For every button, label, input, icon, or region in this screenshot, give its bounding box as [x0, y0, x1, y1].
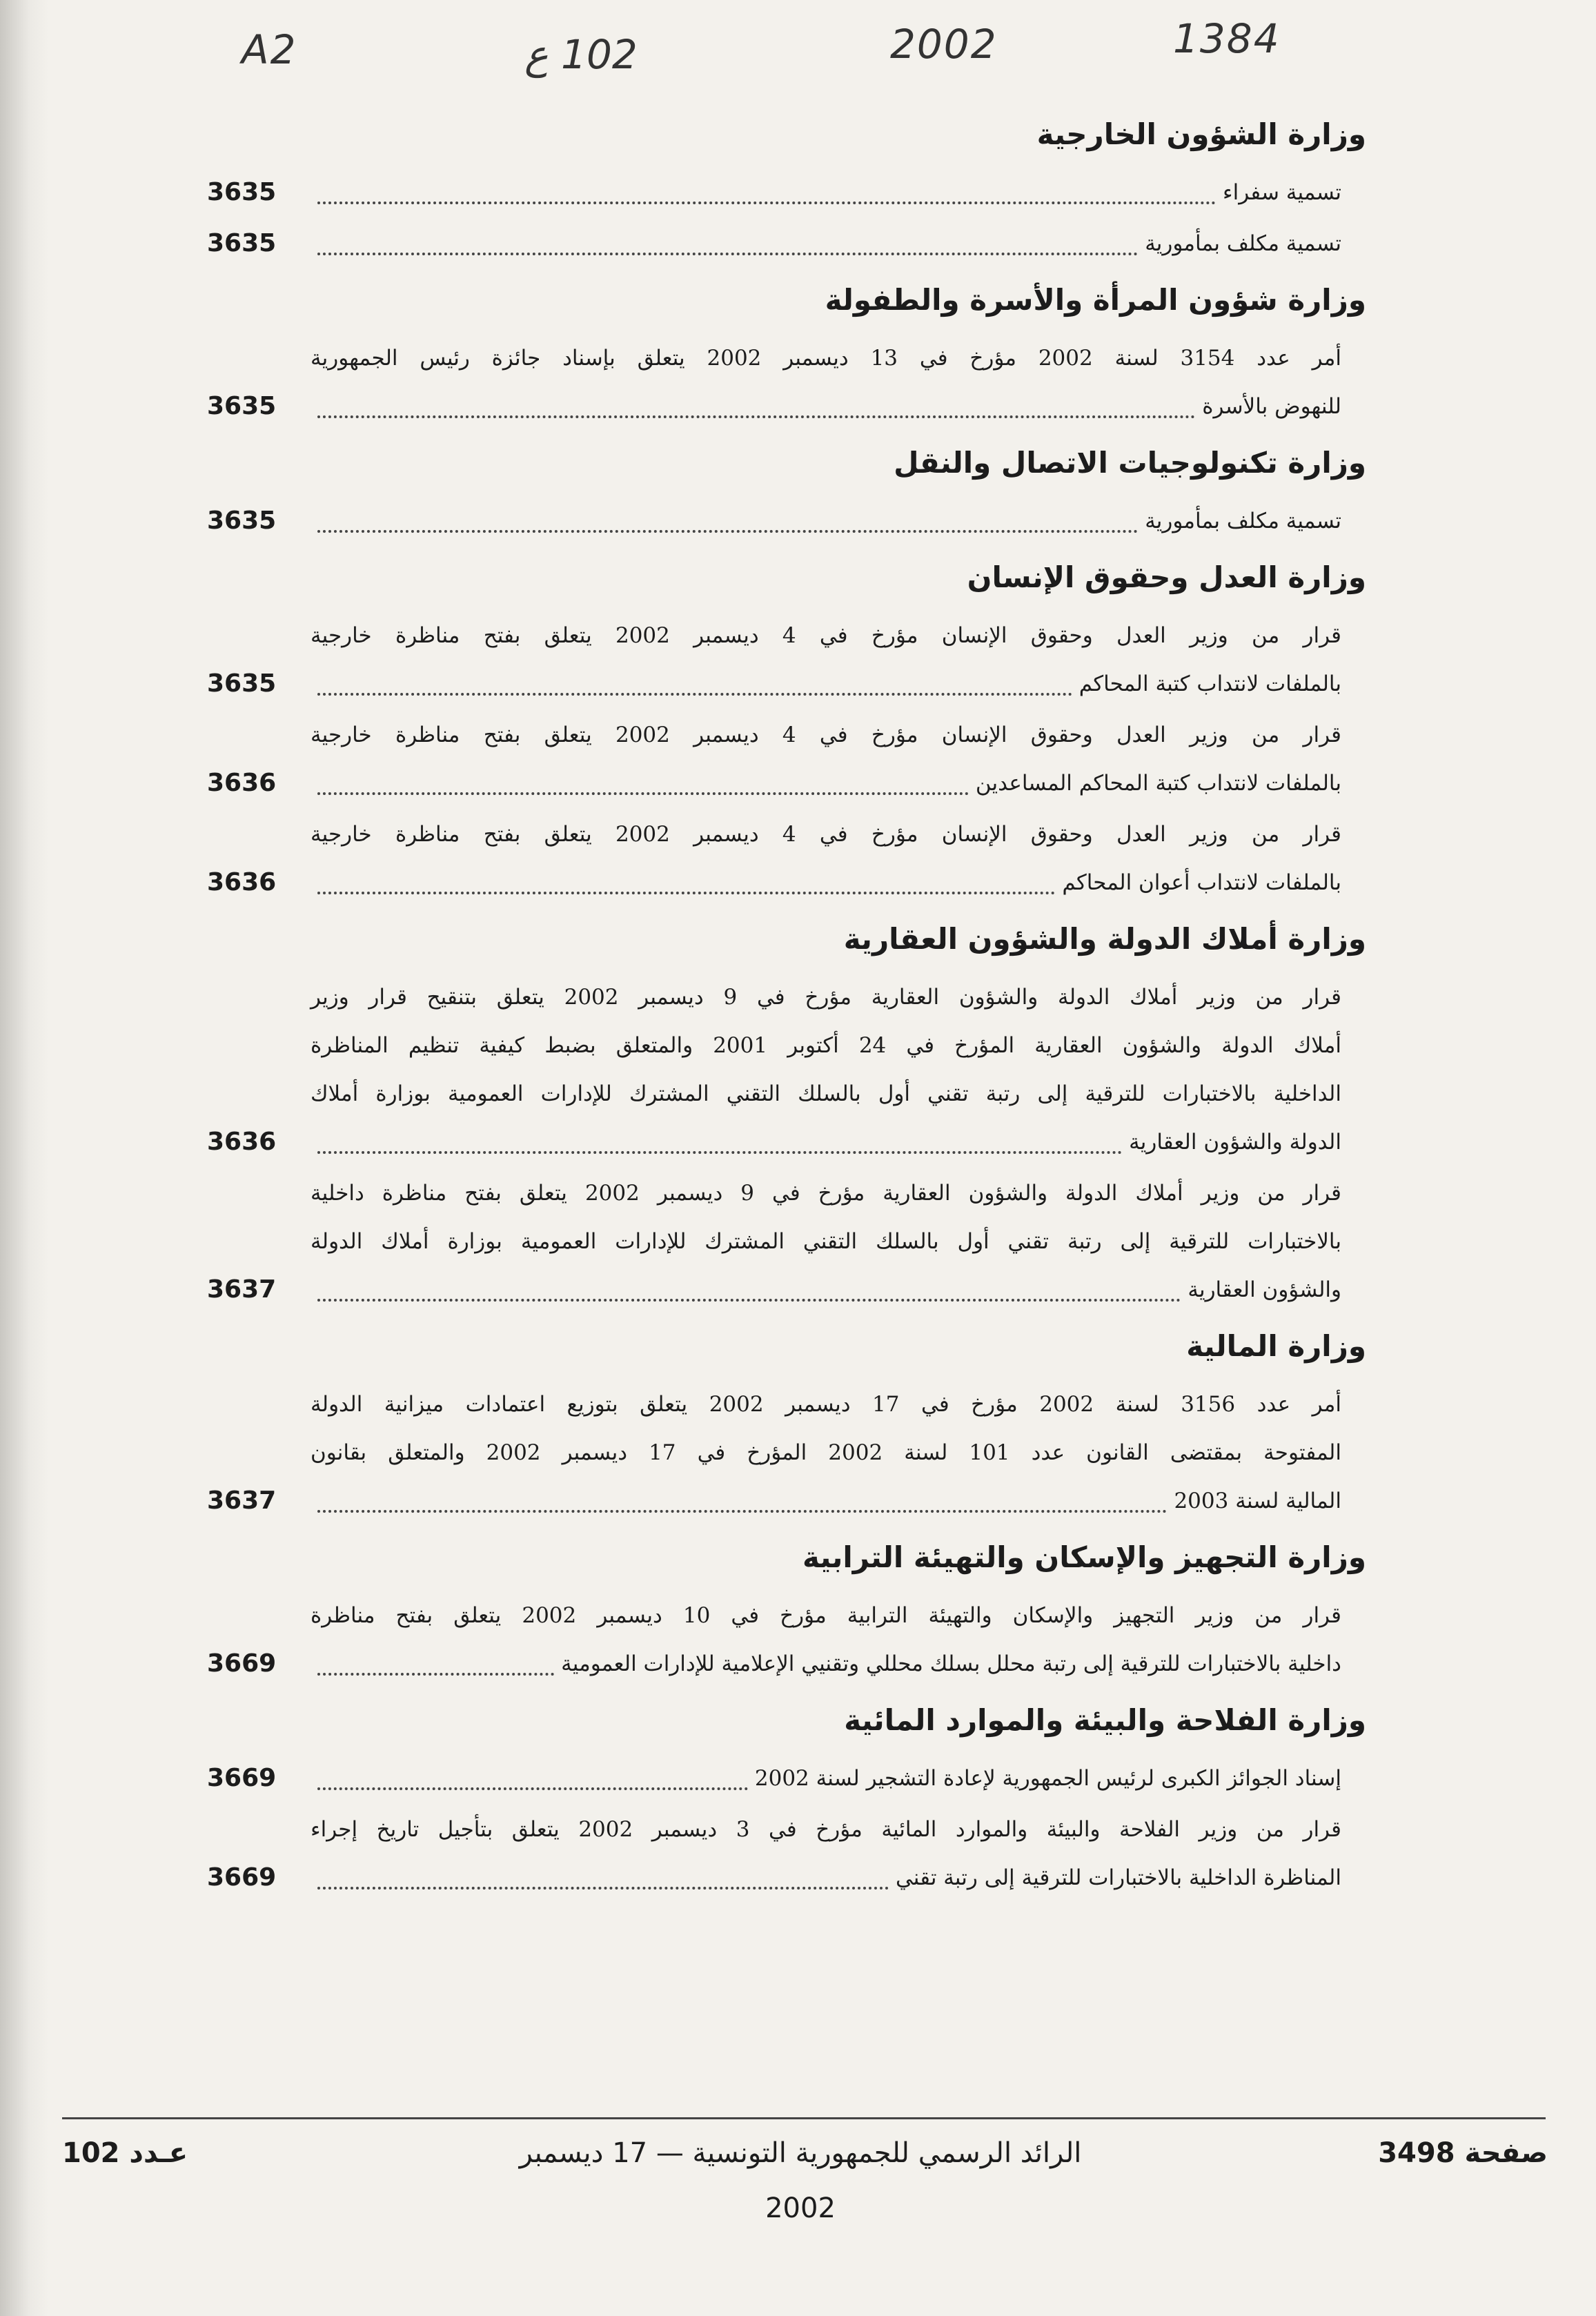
entry-page-number: 3669 — [207, 1764, 277, 1792]
entry-text-line: الداخلية بالاختبارات للترقية إلى رتبة تقني أول بالسلك التقني المشترك للإدارات العمومية بوزارة أملاك — [311, 1081, 1341, 1106]
dot-leader — [317, 1151, 1122, 1154]
toc-entry — [207, 973, 1366, 1166]
entry-text-line: الدولة والشؤون العقارية — [1129, 1130, 1341, 1155]
dot-leader — [317, 415, 1195, 418]
dot-leader — [317, 693, 1072, 696]
section-heading: وزارة الشؤون الخارجية — [1036, 117, 1366, 151]
toc-section — [207, 1322, 1366, 1525]
toc-entry — [207, 810, 1366, 907]
handwritten-annotation-left: A2 — [242, 26, 297, 73]
entry-text-line: أملاك الدولة والشؤون العقارية المؤرخ في 24 أكتوبر 2001 والمتعلق بضبط كيفية تنظيم المناظرة — [311, 1033, 1341, 1058]
entry-page-number: 3635 — [207, 507, 277, 535]
footer-journal-title: الرائد الرسمي للجمهورية التونسية — 17 ديسمبر 2002 — [519, 2137, 1082, 2224]
entry-text-line: قرار من وزير العدل وحقوق الإنسان مؤرخ في 4 ديسمبر 2002 يتعلق بفتح مناظرة خارجية — [311, 822, 1341, 847]
footer-rule — [62, 2117, 1546, 2119]
entry-text-line: بالملفات لانتداب أعوان المحاكم — [1062, 870, 1341, 895]
handwritten-annotation-number: 1384 — [1173, 15, 1281, 62]
entry-text-line: قرار من وزير التجهيز والإسكان والتهيئة الترابية مؤرخ في 10 ديسمبر 2002 يتعلق بفتح مناظرة — [311, 1603, 1341, 1628]
entry-text-line: قرار من وزير أملاك الدولة والشؤون العقارية مؤرخ في 9 ديسمبر 2002 يتعلق بفتح مناظرة داخلية — [311, 1181, 1341, 1206]
dot-leader — [317, 530, 1138, 533]
footer-issue-number: عـدد 102 — [62, 2137, 188, 2169]
toc-entry — [207, 497, 1366, 545]
toc-section — [207, 110, 1366, 268]
toc-entry — [207, 1380, 1366, 1525]
entry-page-number: 3636 — [207, 868, 277, 896]
entry-page-number: 3635 — [207, 178, 277, 206]
entry-text-line: المالية لسنة 2003 — [1174, 1489, 1341, 1513]
handwritten-annotation-issue: 102 ع — [524, 31, 638, 78]
toc-section — [207, 1533, 1366, 1688]
toc-section — [207, 1696, 1366, 1902]
entry-text-line: والشؤون العقارية — [1188, 1277, 1341, 1302]
dot-leader — [317, 1299, 1181, 1302]
entry-text-line: تسمية مكلف بمأمورية — [1145, 509, 1341, 533]
toc-entry — [207, 219, 1366, 268]
entry-text-line: أمر عدد 3154 لسنة 2002 مؤرخ في 13 ديسمبر 2002 يتعلق بإسناد جائزة رئيس الجمهورية — [311, 346, 1341, 371]
entry-text-line: للنهوض بالأسرة — [1202, 394, 1341, 419]
entry-text-line: قرار من وزير العدل وحقوق الإنسان مؤرخ في 4 ديسمبر 2002 يتعلق بفتح مناظرة خارجية — [311, 723, 1341, 747]
entry-text-line: بالملفات لانتداب كتبة المحاكم المساعدين — [975, 771, 1341, 796]
entry-page-number: 3669 — [207, 1863, 277, 1892]
section-heading: وزارة المالية — [1186, 1329, 1366, 1363]
entry-text-line: قرار من وزير أملاك الدولة والشؤون العقارية مؤرخ في 9 ديسمبر 2002 يتعلق بتنقيح قرار وزير — [311, 985, 1341, 1010]
entry-text-line: بالملفات لانتداب كتبة المحاكم — [1078, 671, 1341, 696]
section-heading: وزارة التجهيز والإسكان والتهيئة الترابية — [802, 1540, 1366, 1574]
entry-text-line: إسناد الجوائز الكبرى لرئيس الجمهورية لإعادة التشجير لسنة 2002 — [754, 1766, 1341, 1791]
dot-leader — [317, 892, 1055, 894]
handwritten-annotation-year: 2002 — [890, 21, 998, 68]
entry-page-number: 3637 — [207, 1486, 277, 1515]
entry-text-line: المفتوحة بمقتضى القانون عدد 101 لسنة 2002 المؤرخ في 17 ديسمبر 2002 والمتعلق بقانون — [311, 1440, 1341, 1465]
entry-text-line: قرار من وزير الفلاحة والبيئة والموارد المائية مؤرخ في 3 ديسمبر 2002 يتعلق بتأجيل تاريخ إجراء — [311, 1817, 1341, 1842]
dot-leader — [317, 1673, 554, 1676]
footer-page-label: صفحة 3498 — [1378, 2137, 1548, 2169]
section-heading: وزارة تكنولوجيات الاتصال والنقل — [894, 446, 1366, 480]
page-edge-shadow — [0, 0, 48, 2316]
toc-section — [207, 276, 1366, 431]
section-heading: وزارة أملاك الدولة والشؤون العقارية — [843, 922, 1366, 956]
entry-page-number: 3637 — [207, 1275, 277, 1304]
dot-leader — [317, 1510, 1167, 1513]
entry-text-line: قرار من وزير العدل وحقوق الإنسان مؤرخ في 4 ديسمبر 2002 يتعلق بفتح مناظرة خارجية — [311, 623, 1341, 648]
entry-text-line: تسمية مكلف بمأمورية — [1145, 231, 1341, 256]
entry-page-number: 3636 — [207, 769, 277, 797]
entry-page-number: 3635 — [207, 392, 277, 420]
entry-page-number: 3636 — [207, 1128, 277, 1156]
toc-entry — [207, 1169, 1366, 1314]
section-heading: وزارة العدل وحقوق الإنسان — [967, 560, 1366, 594]
dot-leader — [317, 1787, 748, 1790]
dot-leader — [317, 202, 1216, 204]
section-heading: وزارة شؤون المرأة والأسرة والطفولة — [825, 283, 1366, 317]
entry-page-number: 3669 — [207, 1649, 277, 1678]
toc-entry — [207, 334, 1366, 431]
toc-section — [207, 915, 1366, 1314]
toc-entry — [207, 1754, 1366, 1803]
entry-text-line: أمر عدد 3156 لسنة 2002 مؤرخ في 17 ديسمبر 2002 يتعلق بتوزيع اعتمادات ميزانية الدولة — [311, 1392, 1341, 1417]
toc-entry — [207, 611, 1366, 708]
toc-entry — [207, 1805, 1366, 1902]
toc-entry — [207, 711, 1366, 807]
entry-text-line: داخلية بالاختبارات للترقية إلى رتبة محلل بسلك محللي وتقنيي الإعلامية للإدارات العمومية — [561, 1651, 1341, 1676]
toc-section — [207, 439, 1366, 545]
entry-page-number: 3635 — [207, 669, 277, 698]
entry-text-line: المناظرة الداخلية بالاختبارات للترقية إلى رتبة تقني — [895, 1865, 1341, 1890]
entry-text-line: تسمية سفراء — [1223, 180, 1341, 205]
dot-leader — [317, 792, 969, 795]
section-heading: وزارة الفلاحة والبيئة والموارد المائية — [844, 1703, 1366, 1737]
dot-leader — [317, 253, 1138, 255]
toc-entry — [207, 1591, 1366, 1688]
entry-text-line: بالاختبارات للترقية إلى رتبة تقني أول بالسلك التقني المشترك للإدارات العمومية بوزارة أملاك الدولة — [311, 1229, 1341, 1254]
toc-entry — [207, 168, 1366, 217]
entry-page-number: 3635 — [207, 229, 277, 257]
toc-section — [207, 553, 1366, 907]
dot-leader — [317, 1887, 889, 1890]
table-of-contents — [207, 104, 1366, 1910]
